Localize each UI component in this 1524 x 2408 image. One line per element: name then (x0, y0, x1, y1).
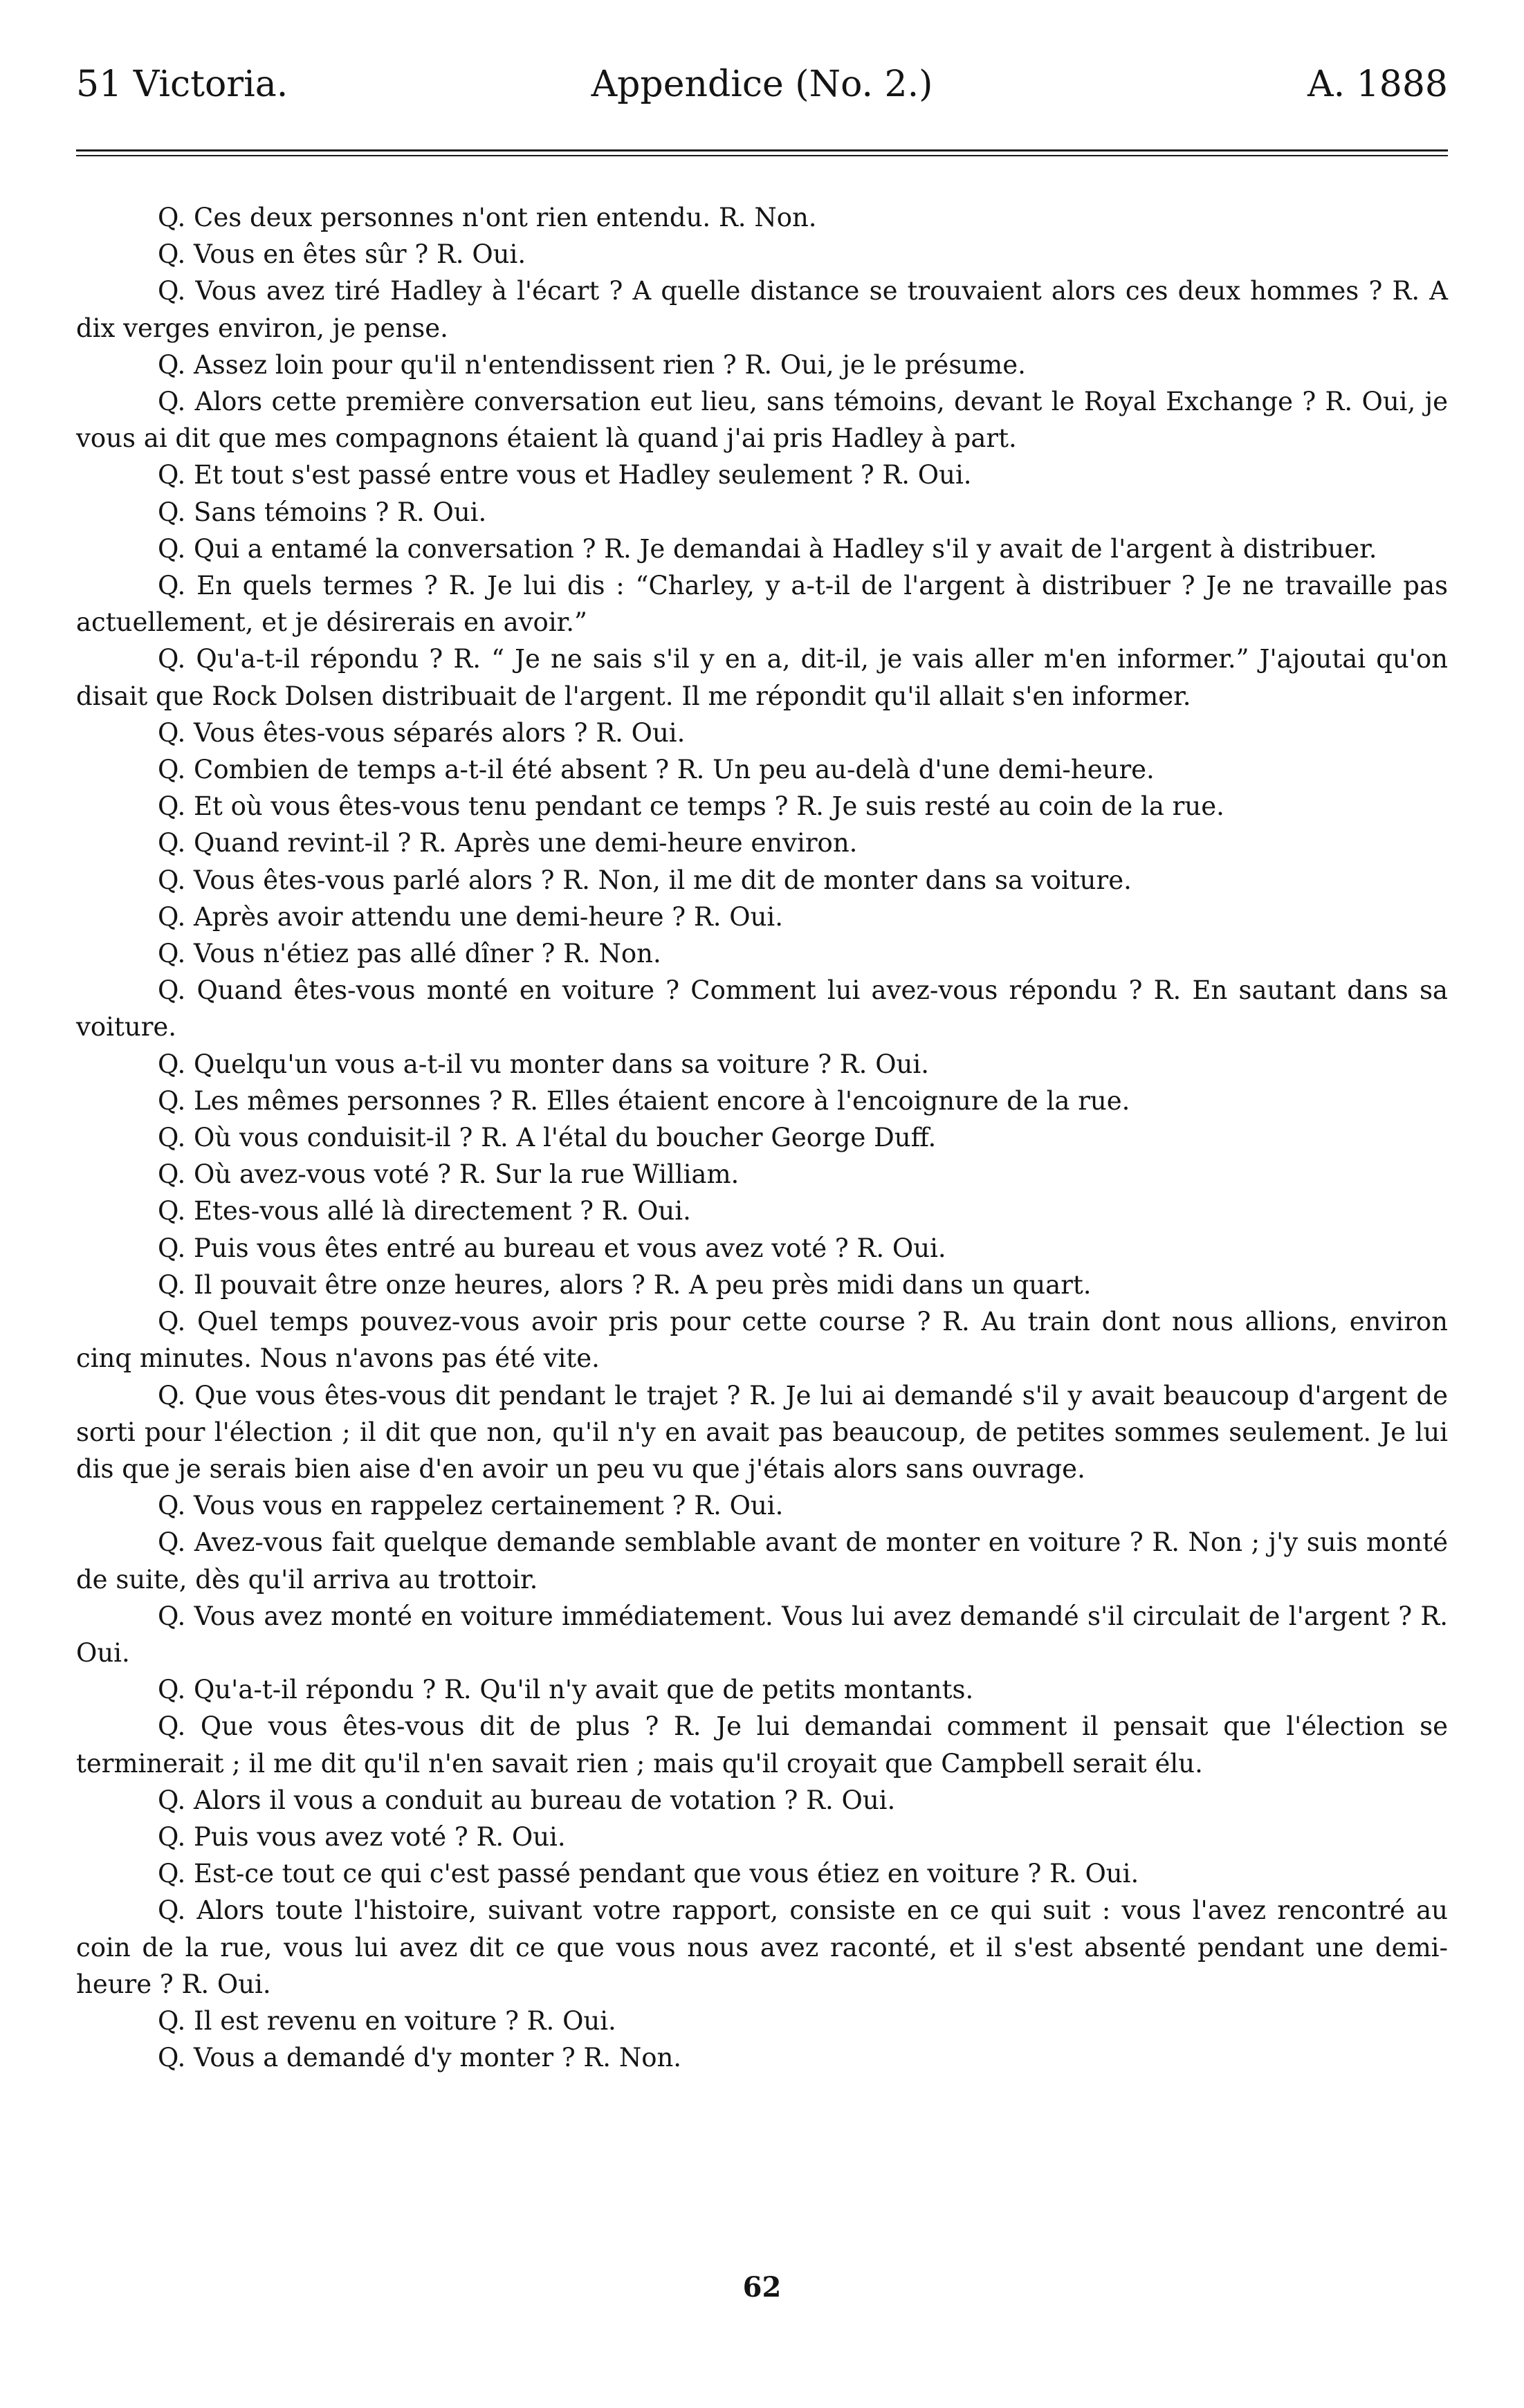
running-header (76, 64, 1448, 119)
header-rule-thick (76, 149, 1448, 151)
testimony-paragraph: Q. Et tout s'est passé entre vous et Hadley seulement ? R. Oui. (158, 460, 972, 490)
testimony-paragraph: Q. Qu'a-t-il répondu ? R. Qu'il n'y avait que de petits montants. (158, 1675, 974, 1705)
testimony-paragraph: Q. Vous êtes-vous séparés alors ? R. Oui. (158, 717, 686, 748)
testimony-paragraph: Q. Quand êtes-vous monté en voiture ? Comment lui avez-vous répondu ? R. En sautant dans sa voiture. (76, 975, 1448, 1042)
testimony-paragraph: Q. Etes-vous allé là directement ? R. Oui. (158, 1196, 691, 1226)
testimony-paragraph: Q. Combien de temps a-t-il été absent ? R. Un peu au-delà d'une demi-heure. (158, 755, 1155, 785)
testimony-paragraph: Q. Puis vous êtes entré au bureau et vous avez voté ? R. Oui. (158, 1233, 946, 1263)
testimony-paragraph: Q. Après avoir attendu une demi-heure ? R. Oui. (158, 901, 784, 932)
testimony-paragraph: Q. Quelqu'un vous a-t-il vu monter dans sa voiture ? R. Oui. (158, 1049, 929, 1079)
testimony-paragraph: Q. Assez loin pour qu'il n'entendissent rien ? R. Oui, je le présume. (158, 349, 1026, 380)
header-year: A. 1888 (1307, 64, 1448, 105)
testimony-paragraph: Q. Qu'a-t-il répondu ? R. “ Je ne sais s'il y en a, dit-il, je vais aller m'en informer.” J'ajoutai qu'on disait que Rock Dolsen distribuait de l'argent. Il me répondit qu'il allait s'en informer. (76, 644, 1448, 711)
testimony-paragraph: Q. Quel temps pouvez-vous avoir pris pour cette course ? R. Au train dont nous allions, environ cinq minutes. Nous n'avons pas été vite. (76, 1307, 1448, 1374)
testimony-paragraph: Q. Alors il vous a conduit au bureau de votation ? R. Oui. (158, 1785, 896, 1815)
testimony-paragraph: Q. Alors toute l'histoire, suivant votre rapport, consiste en ce qui suit : vous l'avez rencontré au coin de la rue, vous lui avez dit ce que vous nous avez raconté, et il s'est absenté pendant une demi-heure ? R. Oui. (76, 1895, 1448, 1999)
testimony-paragraph: Q. Les mêmes personnes ? R. Elles étaient encore à l'encoignure de la rue. (158, 1085, 1130, 1116)
testimony-paragraph: Q. Vous vous en rappelez certainement ? R. Oui. (158, 1491, 784, 1521)
testimony-paragraph: Q. Alors cette première conversation eut lieu, sans témoins, devant le Royal Exchange ? R. Oui, je vous ai dit que mes compagnons étaient là quand j'ai pris Hadley à part. (76, 387, 1448, 454)
testimony-paragraph: Q. Vous n'étiez pas allé dîner ? R. Non. (158, 939, 661, 969)
testimony-paragraph: Q. Il pouvait être onze heures, alors ? R. A peu près midi dans un quart. (158, 1269, 1092, 1300)
header-session: 51 Victoria. (76, 64, 288, 105)
testimony-paragraph: Q. Qui a entamé la conversation ? R. Je demandai à Hadley s'il y avait de l'argent à distribuer. (158, 533, 1377, 564)
testimony-paragraph: Q. Vous a demandé d'y monter ? R. Non. (158, 2043, 682, 2073)
testimony-paragraph: Q. Que vous êtes-vous dit de plus ? R. Je lui demandai comment il pensait que l'élection se terminerait ; il me dit qu'il n'en savait rien ; mais qu'il croyait que Campbell serait élu. (76, 1711, 1448, 1779)
testimony-paragraph: Q. Avez-vous fait quelque demande semblable avant de monter en voiture ? R. Non ; j'y suis monté de suite, dès qu'il arriva au trottoir. (76, 1527, 1448, 1594)
testimony-paragraph: Q. Vous avez tiré Hadley à l'écart ? A quelle distance se trouvaient alors ces deux hommes ? R. A dix verges environ, je pense. (76, 276, 1448, 343)
testimony-paragraph: Q. Où avez-vous voté ? R. Sur la rue William. (158, 1159, 740, 1190)
testimony-paragraph: Q. Et où vous êtes-vous tenu pendant ce temps ? R. Je suis resté au coin de la rue. (158, 791, 1224, 822)
testimony-paragraph: Q. Puis vous avez voté ? R. Oui. (158, 1821, 566, 1852)
testimony-paragraph: Q. Est-ce tout ce qui c'est passé pendant que vous étiez en voiture ? R. Oui. (158, 1859, 1139, 1889)
testimony-paragraph: Q. Il est revenu en voiture ? R. Oui. (158, 2005, 616, 2036)
header-rule-thin (76, 155, 1448, 156)
testimony-paragraph: Q. Vous êtes-vous parlé alors ? R. Non, il me dit de monter dans sa voiture. (158, 865, 1132, 895)
testimony-paragraph: Q. En quels termes ? R. Je lui dis : “Charley, y a-t-il de l'argent à distribuer ? Je ne travaille pas actuellement, et je désirerais en avoir.” (76, 571, 1448, 638)
testimony-text (76, 199, 1448, 2076)
testimony-paragraph: Q. Quand revint-il ? R. Après une demi-heure environ. (158, 828, 858, 858)
header-appendix: Appendice (No. 2.) (591, 64, 933, 105)
testimony-paragraph: Q. Vous avez monté en voiture immédiatement. Vous lui avez demandé s'il circulait de l'argent ? R. Oui. (76, 1601, 1448, 1668)
testimony-paragraph: Q. Sans témoins ? R. Oui. (158, 497, 487, 527)
testimony-paragraph: Q. Où vous conduisit-il ? R. A l'étal du boucher George Duff. (158, 1123, 937, 1153)
testimony-paragraph: Q. Ces deux personnes n'ont rien entendu. R. Non. (158, 203, 817, 232)
testimony-paragraph: Q. Que vous êtes-vous dit pendant le trajet ? R. Je lui ai demandé s'il y avait beaucoup d'argent de sorti pour l'élection ; il dit que non, qu'il n'y en avait pas beaucoup, de petites sommes seulement. Je lui dis que je serais bien aise d'en avoir un peu vu que j'étais alors sans ouvrage. (76, 1380, 1448, 1484)
testimony-paragraph: Q. Vous en êtes sûr ? R. Oui. (158, 239, 526, 270)
page-number: 62 (742, 2271, 782, 2304)
